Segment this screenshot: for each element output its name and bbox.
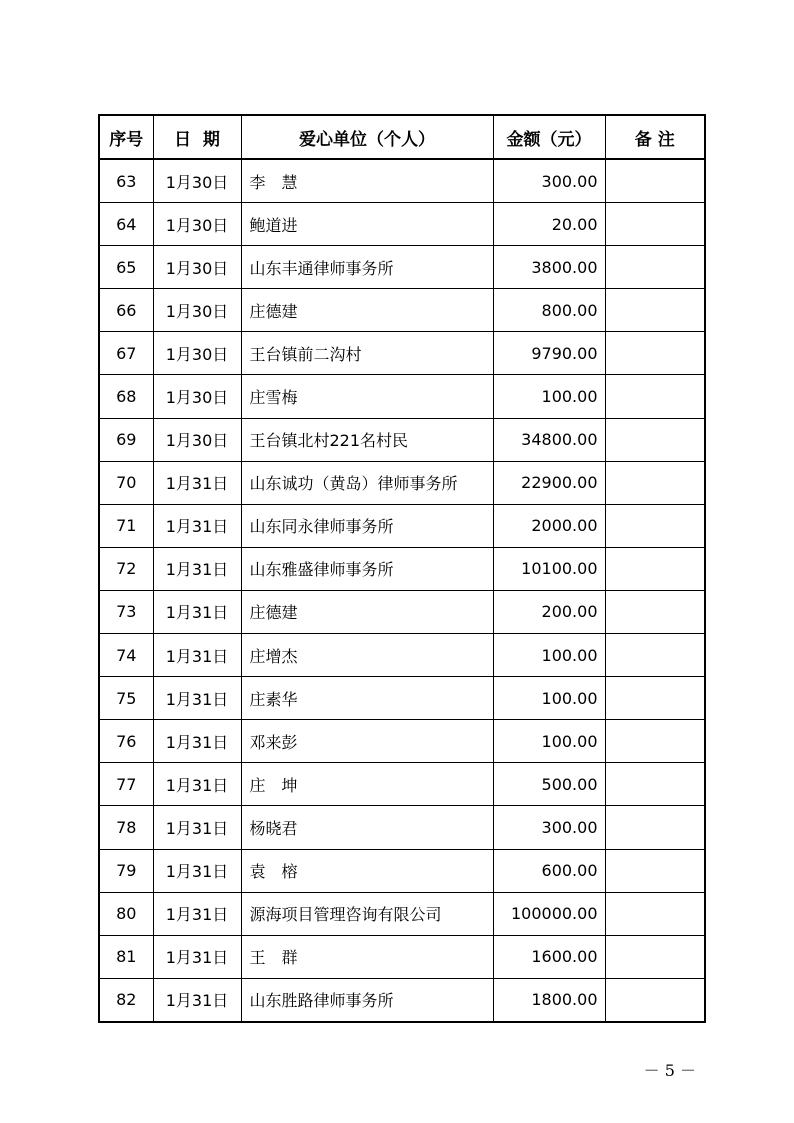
cell-seq: 75 [99, 677, 153, 720]
cell-unit: 庄德建 [241, 289, 493, 332]
cell-date: 1月30日 [153, 332, 241, 375]
cell-unit: 王台镇前二沟村 [241, 332, 493, 375]
cell-seq: 80 [99, 892, 153, 935]
cell-seq: 78 [99, 806, 153, 849]
cell-amount: 100.00 [493, 634, 605, 677]
cell-amount: 22900.00 [493, 461, 605, 504]
cell-date: 1月31日 [153, 935, 241, 978]
cell-note [605, 806, 705, 849]
cell-note [605, 203, 705, 246]
cell-seq: 81 [99, 935, 153, 978]
cell-unit: 庄雪梅 [241, 375, 493, 418]
cell-unit: 袁 榕 [241, 849, 493, 892]
cell-seq: 76 [99, 720, 153, 763]
cell-seq: 67 [99, 332, 153, 375]
cell-seq: 73 [99, 590, 153, 633]
cell-amount: 34800.00 [493, 418, 605, 461]
cell-date: 1月31日 [153, 461, 241, 504]
cell-amount: 800.00 [493, 289, 605, 332]
cell-seq: 69 [99, 418, 153, 461]
cell-date: 1月31日 [153, 849, 241, 892]
cell-amount: 9790.00 [493, 332, 605, 375]
cell-date: 1月31日 [153, 720, 241, 763]
cell-note [605, 375, 705, 418]
cell-note [605, 332, 705, 375]
cell-amount: 100000.00 [493, 892, 605, 935]
cell-note [605, 763, 705, 806]
cell-note [605, 590, 705, 633]
table-row [99, 375, 705, 418]
cell-note [605, 634, 705, 677]
table-row [99, 246, 705, 289]
cell-unit: 庄 坤 [241, 763, 493, 806]
cell-amount: 100.00 [493, 677, 605, 720]
cell-unit: 鲍道进 [241, 203, 493, 246]
header-amount: 金额（元） [493, 115, 605, 159]
cell-seq: 77 [99, 763, 153, 806]
cell-date: 1月31日 [153, 634, 241, 677]
header-note: 备 注 [605, 115, 705, 159]
table-row [99, 720, 705, 763]
table-row [99, 332, 705, 375]
table-row [99, 935, 705, 978]
cell-note [605, 978, 705, 1022]
donation-table [98, 114, 706, 1023]
cell-amount: 10100.00 [493, 547, 605, 590]
cell-note [605, 418, 705, 461]
cell-seq: 74 [99, 634, 153, 677]
cell-amount: 200.00 [493, 590, 605, 633]
cell-seq: 68 [99, 375, 153, 418]
cell-date: 1月31日 [153, 504, 241, 547]
cell-unit: 邓来彭 [241, 720, 493, 763]
table-row [99, 461, 705, 504]
table-row [99, 159, 705, 203]
cell-unit: 山东胜路律师事务所 [241, 978, 493, 1022]
table-header-row [99, 115, 705, 159]
cell-seq: 66 [99, 289, 153, 332]
cell-date: 1月30日 [153, 203, 241, 246]
cell-amount: 2000.00 [493, 504, 605, 547]
cell-note [605, 461, 705, 504]
cell-date: 1月31日 [153, 806, 241, 849]
table-row [99, 547, 705, 590]
cell-date: 1月30日 [153, 289, 241, 332]
cell-seq: 65 [99, 246, 153, 289]
cell-seq: 64 [99, 203, 153, 246]
cell-seq: 82 [99, 978, 153, 1022]
table-row [99, 590, 705, 633]
cell-unit: 王台镇北村221名村民 [241, 418, 493, 461]
cell-date: 1月31日 [153, 978, 241, 1022]
cell-date: 1月30日 [153, 246, 241, 289]
cell-date: 1月31日 [153, 892, 241, 935]
cell-amount: 3800.00 [493, 246, 605, 289]
cell-seq: 70 [99, 461, 153, 504]
cell-unit: 山东丰通律师事务所 [241, 246, 493, 289]
cell-note [605, 677, 705, 720]
cell-unit: 庄增杰 [241, 634, 493, 677]
table-row [99, 677, 705, 720]
cell-amount: 20.00 [493, 203, 605, 246]
cell-unit: 山东雅盛律师事务所 [241, 547, 493, 590]
cell-unit: 庄素华 [241, 677, 493, 720]
header-date: 日 期 [153, 115, 241, 159]
table-row [99, 763, 705, 806]
cell-amount: 600.00 [493, 849, 605, 892]
cell-unit: 王 群 [241, 935, 493, 978]
cell-note [605, 504, 705, 547]
table-row [99, 418, 705, 461]
cell-note [605, 892, 705, 935]
cell-unit: 庄德建 [241, 590, 493, 633]
cell-note [605, 720, 705, 763]
cell-date: 1月31日 [153, 590, 241, 633]
cell-amount: 500.00 [493, 763, 605, 806]
cell-note [605, 849, 705, 892]
table-row [99, 892, 705, 935]
header-seq: 序号 [99, 115, 153, 159]
cell-seq: 79 [99, 849, 153, 892]
table-row [99, 203, 705, 246]
header-unit: 爱心单位（个人） [241, 115, 493, 159]
cell-amount: 300.00 [493, 159, 605, 203]
cell-note [605, 246, 705, 289]
cell-unit: 李 慧 [241, 159, 493, 203]
cell-unit: 山东同永律师事务所 [241, 504, 493, 547]
cell-seq: 72 [99, 547, 153, 590]
cell-amount: 100.00 [493, 375, 605, 418]
table-row [99, 289, 705, 332]
page-number: － 5 － [643, 1061, 696, 1080]
table-row [99, 978, 705, 1022]
cell-seq: 71 [99, 504, 153, 547]
cell-amount: 300.00 [493, 806, 605, 849]
cell-note [605, 547, 705, 590]
cell-date: 1月31日 [153, 547, 241, 590]
cell-date: 1月31日 [153, 763, 241, 806]
cell-date: 1月30日 [153, 418, 241, 461]
table-row [99, 849, 705, 892]
cell-amount: 1600.00 [493, 935, 605, 978]
cell-unit: 源海项目管理咨询有限公司 [241, 892, 493, 935]
cell-note [605, 289, 705, 332]
cell-note [605, 935, 705, 978]
cell-date: 1月30日 [153, 375, 241, 418]
cell-amount: 1800.00 [493, 978, 605, 1022]
table-row [99, 504, 705, 547]
cell-seq: 63 [99, 159, 153, 203]
table-row [99, 634, 705, 677]
table-row [99, 806, 705, 849]
cell-unit: 山东诚功（黄岛）律师事务所 [241, 461, 493, 504]
cell-amount: 100.00 [493, 720, 605, 763]
cell-date: 1月31日 [153, 677, 241, 720]
cell-note [605, 159, 705, 203]
cell-date: 1月30日 [153, 159, 241, 203]
table-body [99, 159, 705, 1022]
cell-unit: 杨晓君 [241, 806, 493, 849]
